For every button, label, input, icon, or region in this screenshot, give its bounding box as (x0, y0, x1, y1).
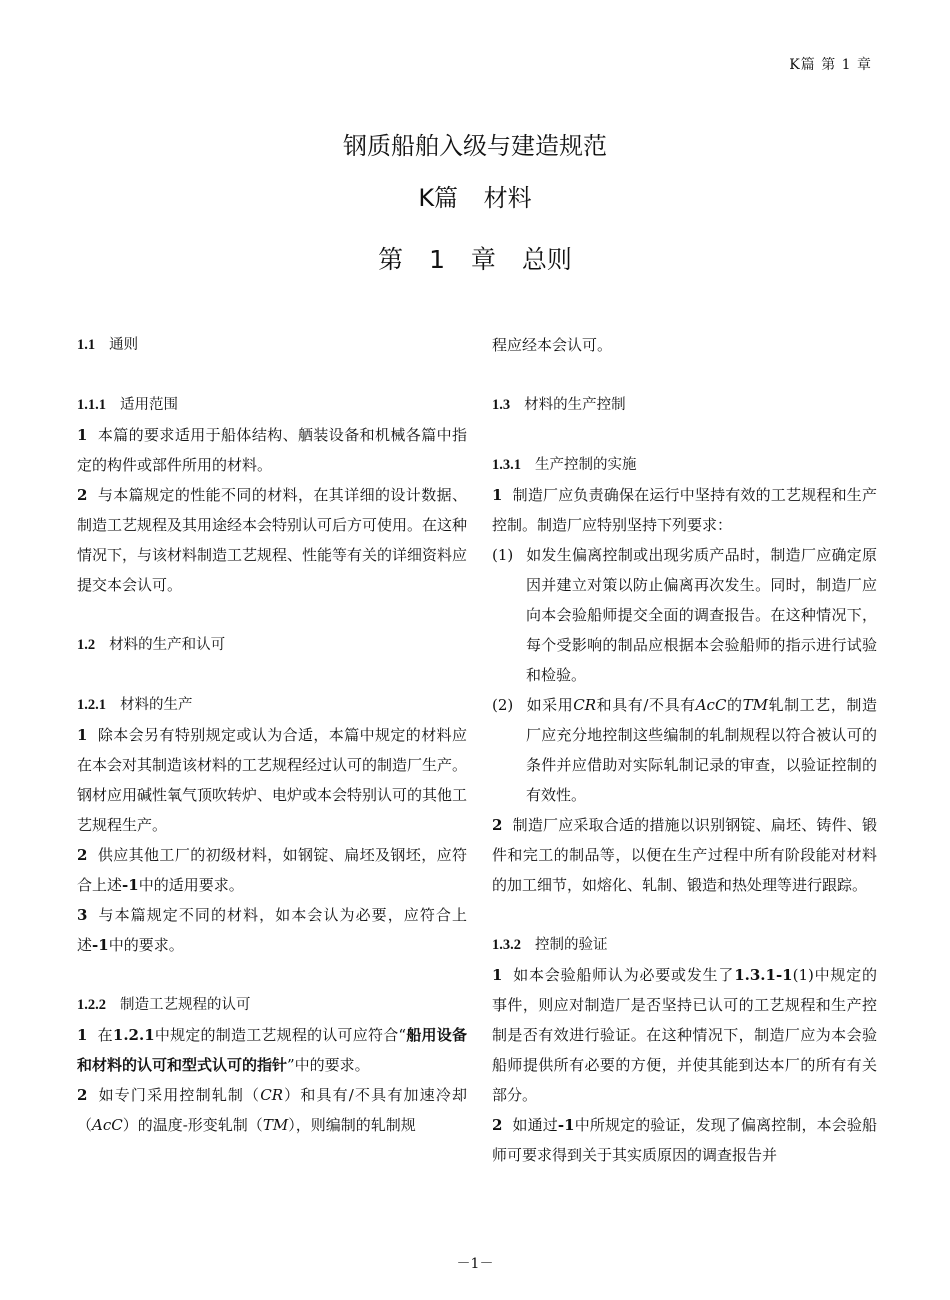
paragraph: 2 如专门采用控制轧制（CR）和具有/不具有加速冷却（AcC）的温度-形变轧制（TM），则编制的轧制规 (77, 1086, 467, 1134)
running-header: K篇 第 1 章 (789, 57, 872, 73)
list-item: (2) 如采用CR和具有/不具有AcC的TM轧制工艺，制造厂应充分地控制这些编制的轧制规程以符合被认可的条件并应借助对实际轧制记录的审查，以验证控制的有效性。 (492, 696, 877, 804)
list-item: (1) 如发生偏离控制或出现劣质产品时，制造厂应确定原因并建立对策以防止偏离再次发生。同时，制造厂应向本会验船师提交全面的调查报告。在这种情况下，每个受影响的制品应根据本会验船师的指示进行试验和检验。 (492, 546, 877, 684)
left-column (77, 330, 467, 1140)
paragraph: 1 如本会验船师认为必要或发生了1.3.1-1(1)中规定的事件，则应对制造厂是否坚持已认可的工艺规程和生产控制是否有效进行验证。在这种情况下，制造厂应为本会验船师提供所有必要的方便，并使其能到达本厂的所有有关部分。 (492, 966, 877, 1104)
paragraph: 1 制造厂应负责确保在运行中坚持有效的工艺规程和生产控制。制造厂应特别坚持下列要求： (492, 486, 877, 534)
paragraph: 1 在1.2.1中规定的制造工艺规程的认可应符合“船用设备和材料的认可和型式认可的指针”中的要求。 (77, 1026, 467, 1074)
section-heading-1-3-2: 1.3.2 控制的验证 (492, 937, 608, 953)
section-heading-1-2-1: 1.2.1 材料的生产 (77, 697, 193, 713)
paragraph: 2 供应其他工厂的初级材料，如钢锭、扁坯及钢坯，应符合上述-1中的适用要求。 (77, 846, 467, 894)
paragraph-continuation: 程应经本会认可。 (492, 336, 613, 354)
section-heading-1-3: 1.3 材料的生产控制 (492, 397, 626, 413)
section-heading-1-3-1: 1.3.1 生产控制的实施 (492, 457, 637, 473)
chapter-title: 第 1 章 总则 (378, 245, 572, 274)
paragraph: 1 除本会另有特别规定或认为合适，本篇中规定的材料应在本会对其制造该材料的工艺规程经过认可的制造厂生产。钢材应用碱性氧气顶吹转炉、电炉或本会特别认可的其他工艺规程生产。 (77, 726, 468, 834)
section-heading-1-1: 1.1 通则 (77, 337, 139, 353)
page-number: －1－ (456, 1256, 494, 1272)
right-column (492, 330, 877, 1170)
section-heading-1-1-1: 1.1.1 适用范围 (77, 397, 178, 413)
paragraph: 2 制造厂应采取合适的措施以识别钢锭、扁坯、铸件、锻件和完工的制品等，以便在生产过程中所有阶段能对材料的加工细节，如熔化、轧制、锻造和热处理等进行跟踪。 (492, 816, 877, 894)
paragraph: 1 本篇的要求适用于船体结构、舾装设备和机械各篇中指定的构件或部件所用的材料。 (77, 426, 467, 474)
document-title: 钢质船舶入级与建造规范 (343, 132, 607, 160)
paragraph: 2 如通过-1中所规定的验证，发现了偏离控制，本会验船师可要求得到关于其实质原因的调查报告并 (492, 1116, 877, 1164)
section-heading-1-2: 1.2 材料的生产和认可 (77, 637, 226, 653)
paragraph: 3 与本篇规定不同的材料，如本会认为必要，应符合上述-1中的要求。 (77, 906, 467, 954)
part-title: K篇 材料 (418, 184, 532, 212)
section-heading-1-2-2: 1.2.2 制造工艺规程的认可 (77, 997, 251, 1013)
paragraph: 2 与本篇规定的性能不同的材料，在其详细的设计数据、制造工艺规程及其用途经本会特别认可后方可使用。在这种情况下，与该材料制造工艺规程、性能等有关的详细资料应提交本会认可。 (77, 486, 468, 594)
